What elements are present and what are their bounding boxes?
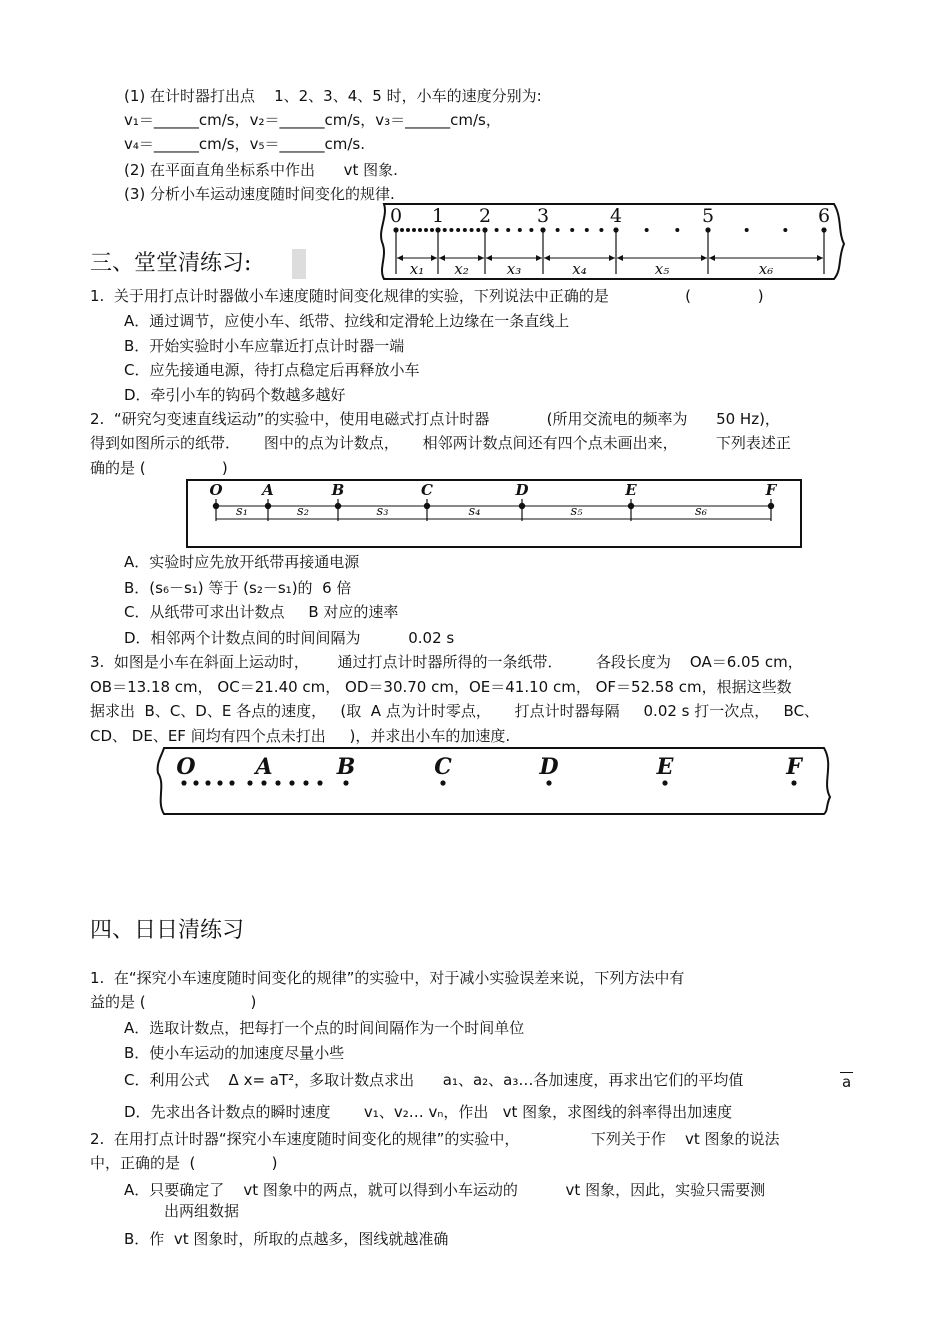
tape1-dot <box>424 228 428 232</box>
tape2-segment-label-6: s₆ <box>695 504 707 519</box>
tape1-dot <box>645 228 649 232</box>
s4-q1-option-a: A．选取计数点，把每打一个点的时间间隔作为一个时间单位 <box>124 1019 525 1037</box>
tape1-dot <box>675 228 679 232</box>
tape1-number-4: 4 <box>609 205 623 227</box>
tape1-dot <box>495 228 499 232</box>
tape2-segment-label-4: s₄ <box>468 504 481 519</box>
tape2-point-B <box>335 503 341 509</box>
velocity-blanks-row1: v₁＝______cm/s，v₂＝______cm/s，v₃＝______cm/s， <box>124 111 501 129</box>
s4-q1-option-d: D．先求出各计数点的瞬时速度 v₁、v₂… vₙ，作出 vt 图象，求图线的斜率得出加速度 <box>124 1103 733 1121</box>
tape1-dot <box>449 228 453 232</box>
tape-diagram-1 <box>378 202 848 282</box>
tape2-label-C: C <box>421 481 433 499</box>
question-part-1: (1) 在计时器打出点 1、2、3、4、5 时，小车的速度分别为: <box>124 87 542 105</box>
tape3-label-D: D <box>539 754 559 780</box>
tape1-dot <box>412 228 416 232</box>
tape1-number-3: 3 <box>536 205 550 227</box>
tape1-dot <box>400 228 404 232</box>
s4-q2-line1: 2. 在用打点计时器“探究小车速度随时间变化的规律”的实验中， 下列关于作 vt 图象的说法 <box>90 1130 780 1148</box>
tape2-label-F: F <box>765 481 777 499</box>
s3-q1-option-d: D．牵引小车的钩码个数越多越好 <box>124 386 346 404</box>
tape2-point-A <box>265 503 271 509</box>
s3-q1-option-c: C．应先接通电源，待打点稳定后再释放小车 <box>124 361 420 379</box>
tape1-segment-label-5: x₅ <box>654 260 670 278</box>
s3-q2-option-c: C．从纸带可求出计数点 B 对应的速率 <box>124 603 399 621</box>
tape2-point-E <box>628 503 634 509</box>
s4-q1-line2: 益的是 ( ) <box>90 993 257 1011</box>
tape2-label-E: E <box>625 481 637 499</box>
tape1-number-0: 0 <box>389 205 403 227</box>
tape1-segment-label-4: x₄ <box>572 260 587 278</box>
gray-marker <box>292 249 306 279</box>
s3-q3-line3: 据求出 B、C、D、E 各点的速度， (取 A 点为计时零点， 打点计时器每隔 0.02 s 打一次点， BC、 <box>90 702 820 720</box>
s3-q1-option-a: A．通过调节，应使小车、纸带、拉线和定滑轮上边缘在一条直线上 <box>124 312 570 330</box>
tape1-segment-label-1: x₁ <box>409 260 425 278</box>
tape2-label-O: O <box>209 481 223 499</box>
tape2-point-O <box>213 503 219 509</box>
s3-q3-line2: OB＝13.18 cm， OC＝21.40 cm， OD＝30.70 cm，OE＝41.10 cm， OF＝52.58 cm，根据这些数 <box>90 678 792 696</box>
tape3-dot <box>546 780 551 785</box>
tape3-label-C: C <box>434 754 452 780</box>
tape3-dot <box>181 780 186 785</box>
s4-q2-line2: 中，正确的是 ( ) <box>90 1154 278 1172</box>
tape2-label-A: A <box>262 481 274 499</box>
tape1-dot <box>456 228 460 232</box>
s4-q1-option-b: B．使小车运动的加速度尽量小些 <box>124 1044 345 1062</box>
tape1-dot <box>529 228 533 232</box>
tape2-segment-label-3: s₃ <box>376 504 389 519</box>
tape2-segment-label-1: s₁ <box>236 504 248 519</box>
tape3-dot <box>217 780 222 785</box>
tape3-dot <box>193 780 198 785</box>
tape1-dot <box>783 228 787 232</box>
tape3-dot <box>662 780 667 785</box>
tape1-number-6: 6 <box>817 205 831 227</box>
tape3-dot <box>289 780 294 785</box>
tape1-number-1: 1 <box>431 205 445 227</box>
s4-q1-line1: 1. 在“探究小车速度随时间变化的规律”的实验中，对于减小实验误差来说，下列方法中有 <box>90 969 685 987</box>
tape3-label-O: O <box>176 754 196 780</box>
tape2-segment-label-2: s₂ <box>297 504 309 519</box>
s3-q2-option-b: B．(s₆－s₁) 等于 (s₂－s₁)的 6 倍 <box>124 579 352 597</box>
tape3-dot <box>791 780 796 785</box>
section-3-title: 三、堂堂清练习: <box>90 251 252 276</box>
tape1-segment-label-6: x₆ <box>758 260 774 278</box>
tape2-point-C <box>424 503 430 509</box>
tape3-label-E: E <box>656 754 674 780</box>
s4-q2-option-b: B．作 vt 图象时，所取的点越多，图线就越准确 <box>124 1230 449 1248</box>
s3-q2-option-d: D．相邻两个计数点间的时间间隔为 0.02 s <box>124 629 455 647</box>
s4-q1-mean-symbol: a <box>842 1073 852 1091</box>
tape2-point-D <box>519 503 525 509</box>
tape3-dot <box>440 780 445 785</box>
tape2-segment-label-5: s₅ <box>570 504 583 519</box>
s3-q3-line4: CD、 DE、EF 间均有四个点未打出 )，并求出小车的加速度. <box>90 727 511 745</box>
tape1-dot <box>406 228 410 232</box>
tape1-dot <box>745 228 749 232</box>
tape3-label-F: F <box>786 754 802 780</box>
tape2-point-F <box>768 503 774 509</box>
tape1-dot <box>470 228 474 232</box>
question-part-2: (2) 在平面直角坐标系中作出 vt 图象. <box>124 161 398 179</box>
tape3-dot <box>317 780 322 785</box>
tape1-number-5: 5 <box>701 205 715 227</box>
s3-q1-stem: 1. 关于用打点计时器做小车速度随时间变化规律的实验，下列说法中正确的是 ( ) <box>90 287 764 305</box>
tape3-label-A: A <box>255 754 273 780</box>
tape1-dot <box>570 228 574 232</box>
question-part-3: (3) 分析小车运动速度随时间变化的规律. <box>124 185 395 203</box>
tape1-dot <box>418 228 422 232</box>
tape-diagram-3 <box>154 745 834 817</box>
tape3-dot <box>247 780 252 785</box>
tape3-label-B: B <box>336 754 356 780</box>
tape-diagram-2 <box>186 479 802 549</box>
tape1-dot <box>585 228 589 232</box>
tape2-label-D: D <box>515 481 529 499</box>
tape3-dot <box>303 780 308 785</box>
tape3-dot <box>205 780 210 785</box>
s4-q1-option-c: C．利用公式 Δ x= aT²，多取计数点求出 a₁、a₂、a₃…各加速度，再求出它们的平均值 <box>124 1071 744 1089</box>
s3-q2-line3: 确的是 ( ) <box>90 459 228 477</box>
tape1-dot <box>556 228 560 232</box>
tape1-dot <box>430 228 434 232</box>
tape1-number-2: 2 <box>478 205 492 227</box>
velocity-blanks-row2: v₄＝______cm/s，v₅＝______cm/s. <box>124 135 366 153</box>
s3-q2-line1: 2. “研究匀变速直线运动”的实验中，使用电磁式打点计时器 (所用交流电的频率为 50 Hz)， <box>90 410 780 428</box>
s3-q2-line2: 得到如图所示的纸带． 图中的点为计数点， 相邻两计数点间还有四个点未画出来， 下列表述正 <box>90 434 791 452</box>
s3-q3-line1: 3. 如图是小车在斜面上运动时， 通过打点计时器所得的一条纸带． 各段长度为 OA＝6.05 cm， <box>90 653 803 671</box>
tape3-dot <box>261 780 266 785</box>
tape1-dot <box>443 228 447 232</box>
tape1-segment-label-3: x₃ <box>506 260 522 278</box>
tape1-segment-label-2: x₂ <box>454 260 469 278</box>
s3-q2-option-a: A．实验时应先放开纸带再接通电源 <box>124 553 360 571</box>
tape1-dot <box>476 228 480 232</box>
tape3-dot <box>275 780 280 785</box>
s3-q1-option-b: B．开始实验时小车应靠近打点计时器一端 <box>124 337 405 355</box>
tape1-dot <box>463 228 467 232</box>
s4-q2-option-a-line2: 出两组数据 <box>164 1202 240 1220</box>
tape1-dot <box>506 228 510 232</box>
tape1-dot <box>518 228 522 232</box>
tape1-dot <box>599 228 603 232</box>
section-4-title: 四、日日清练习 <box>90 918 245 943</box>
tape3-dot <box>229 780 234 785</box>
tape3-dot <box>343 780 348 785</box>
tape2-label-B: B <box>331 481 345 499</box>
s4-q2-option-a-line1: A．只要确定了 vt 图象中的两点，就可以得到小车运动的 vt 图象，因此，实验只需要测 <box>124 1181 766 1199</box>
